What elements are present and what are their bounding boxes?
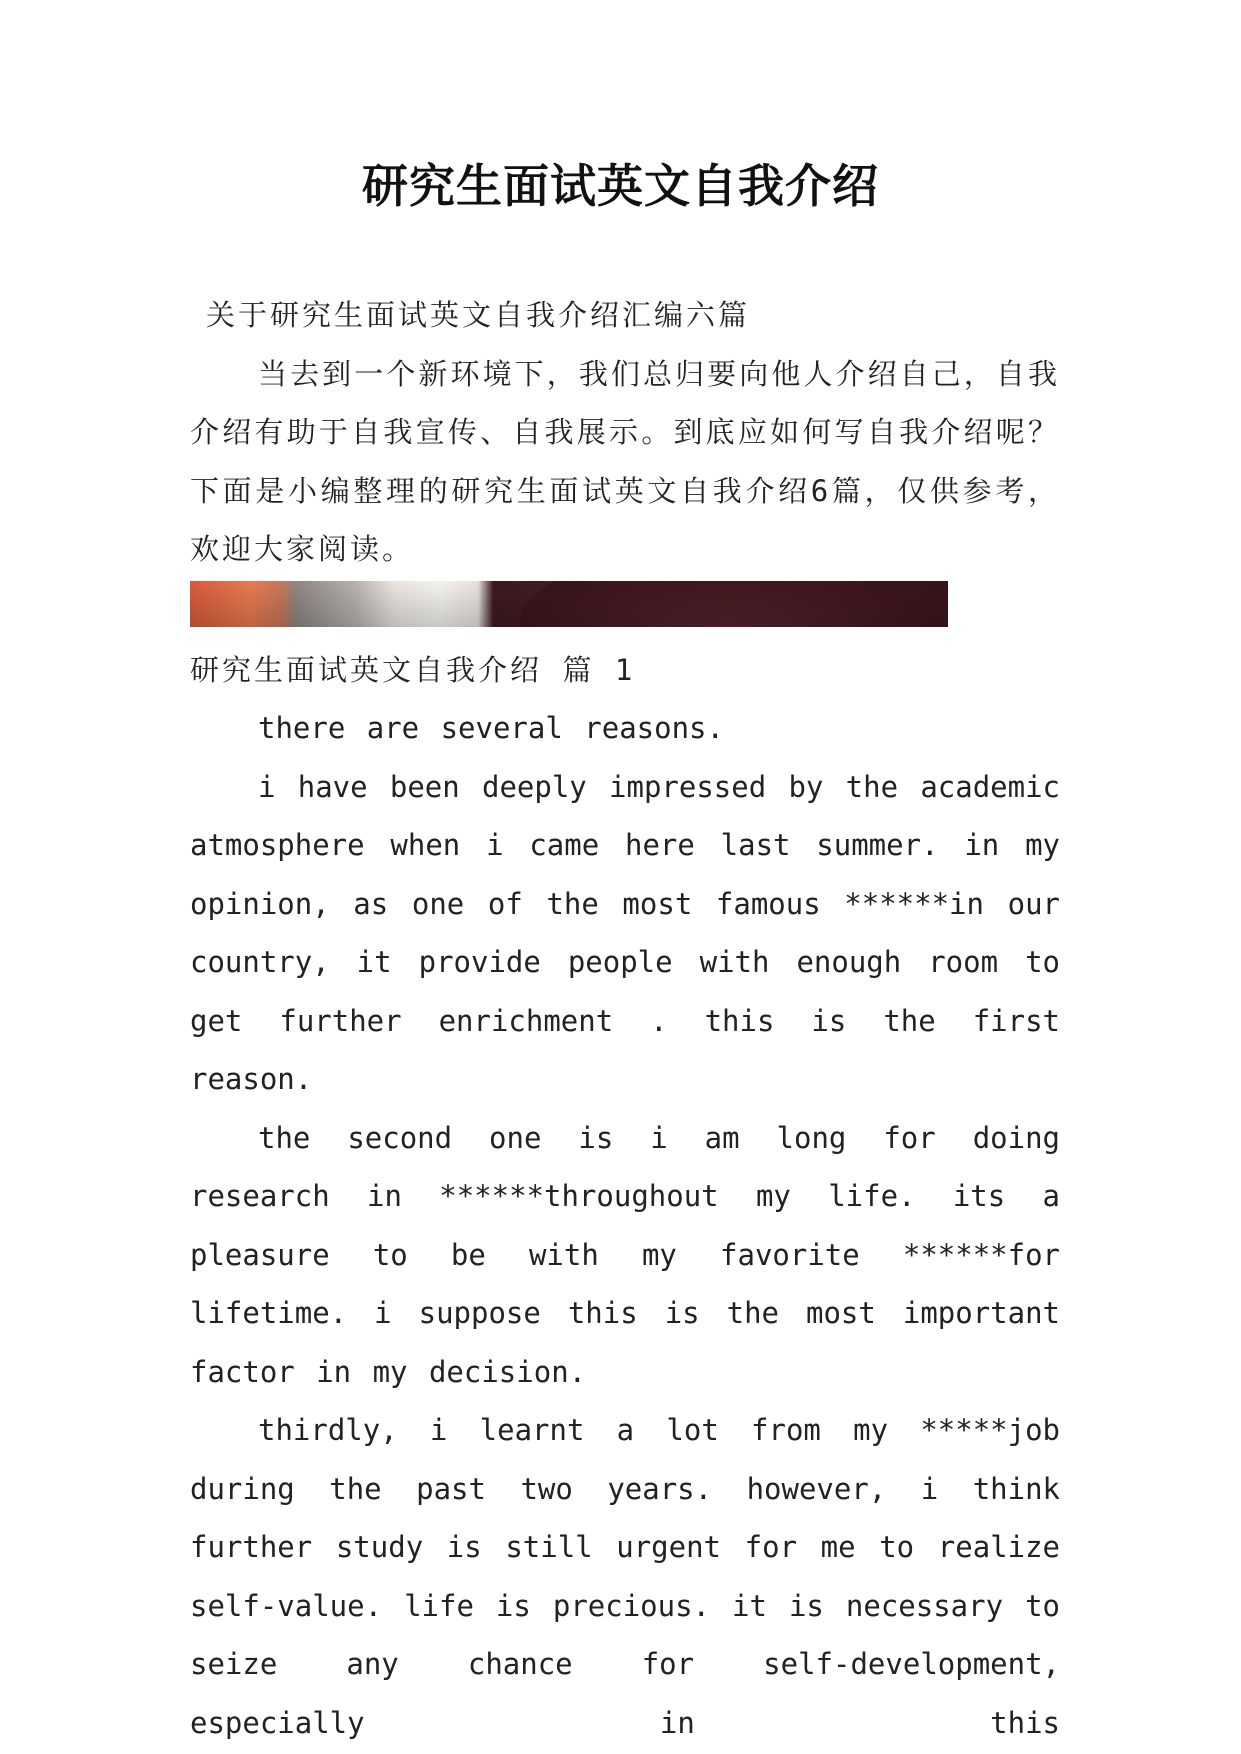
body-paragraph: the second one is i am long for doing research in ******throughout my life. its a pleasure to be with my favorite ******for lifetime. i suppose this is the most important factor in my decision. — [190, 1120, 1060, 1389]
cropped-photo-image — [190, 581, 948, 627]
intro-paragraph: 当去到一个新环境下，我们总归要向他人介绍自己，自我介绍有助于自我宣传、自我展示。到底应如何写自我介绍呢？下面是小编整理的研究生面试英文自我介绍6篇，仅供参考，欢迎大家阅读。 — [190, 356, 1060, 566]
document-subtitle: 关于研究生面试英文自我介绍汇编六篇 — [206, 298, 751, 332]
page-title: 研究生面试英文自我介绍 — [362, 159, 879, 213]
section-heading: 研究生面试英文自我介绍 篇 1 — [190, 652, 636, 687]
photo-shade — [190, 581, 948, 627]
body-paragraph: i have been deeply impressed by the academic atmosphere when i came here last summer. in my opinion, as one of the most famous ******in our country, it provide people with enough room to get further enrichment . this is the first reason. — [190, 769, 1060, 1096]
document-body — [190, 286, 1060, 1752]
body-paragraph: thirdly, i learnt a lot from my *****job during the past two years. however, i think further study is still urgent for me to realize self-value. life is precious. it is necessary to seize any chance for self-development, especially in this — [190, 1413, 1060, 1740]
body-paragraph: there are several reasons. — [258, 711, 724, 745]
